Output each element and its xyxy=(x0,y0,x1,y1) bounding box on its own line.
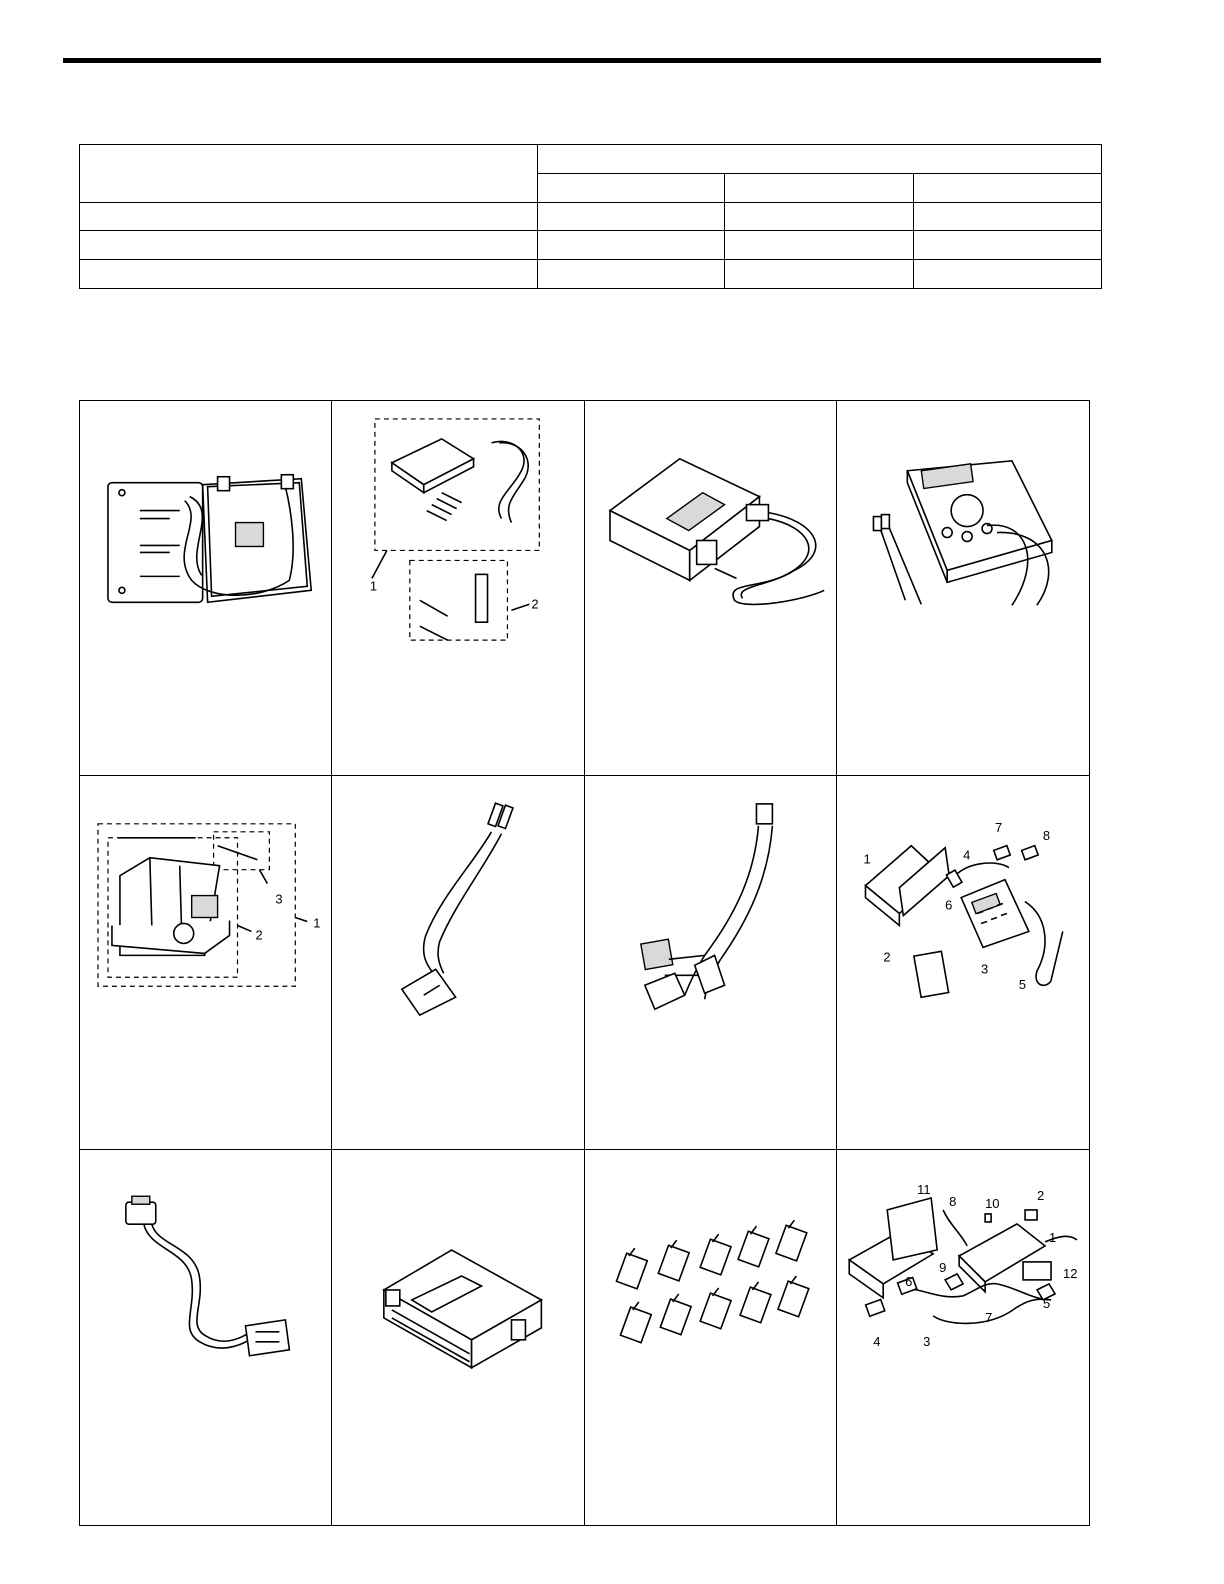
callout-label: 1 xyxy=(313,915,321,931)
callout-label: 7 xyxy=(984,1310,993,1326)
table-cell xyxy=(914,231,1102,260)
callout-label: 2 xyxy=(255,927,263,943)
tool-cell xyxy=(837,776,1089,1151)
callout-label: 4 xyxy=(962,847,971,863)
callout-label: 11 xyxy=(916,1182,931,1198)
callout-label: 4 xyxy=(872,1334,881,1350)
tool-cell xyxy=(80,401,332,776)
table-header-row xyxy=(80,145,1102,174)
callout-label: 6 xyxy=(904,1274,913,1290)
tool-cell xyxy=(332,776,584,1151)
table-cell xyxy=(80,231,538,260)
table-cell xyxy=(914,202,1102,231)
digital-multimeter-icon xyxy=(837,401,1089,775)
tool-cell xyxy=(585,1150,837,1525)
table-cell xyxy=(914,260,1102,289)
tool-cell xyxy=(585,776,837,1151)
callout-label: 9 xyxy=(938,1260,947,1276)
callout-label: 2 xyxy=(1036,1188,1045,1204)
table-row xyxy=(80,231,1102,260)
branch-harness-icon xyxy=(585,776,836,1150)
table-row xyxy=(80,260,1102,289)
table-header-cell xyxy=(538,145,1102,174)
callout-label: 10 xyxy=(984,1196,1000,1212)
tool-cell xyxy=(332,401,584,776)
tool-cell xyxy=(585,401,837,776)
module-box-icon xyxy=(332,1150,583,1525)
callout-label: 1 xyxy=(370,578,378,594)
callout-label: 7 xyxy=(994,819,1002,835)
callout-label: 3 xyxy=(922,1334,931,1350)
table-cell xyxy=(538,231,725,260)
table-header-cell xyxy=(725,173,914,202)
table-cell xyxy=(538,202,725,231)
tool-cell xyxy=(837,401,1089,776)
special-tools-grid xyxy=(79,400,1090,1526)
header-rule xyxy=(63,58,1101,63)
callout-label: 5 xyxy=(1018,976,1026,992)
spec-table xyxy=(79,144,1102,289)
table-header-cell xyxy=(914,173,1102,202)
sensor-box-icon xyxy=(80,776,331,1150)
table-header-cell xyxy=(538,173,725,202)
probe-kit-icon xyxy=(332,401,583,775)
callout-label: 6 xyxy=(944,897,953,913)
diagnostic-tool-kit-icon xyxy=(837,1150,1089,1525)
callout-label: 2 xyxy=(883,948,891,964)
callout-label: 8 xyxy=(1042,827,1050,843)
callout-label: 2 xyxy=(531,596,539,612)
callout-label: 8 xyxy=(948,1194,957,1210)
callout-label: 1 xyxy=(1048,1230,1057,1246)
table-cell xyxy=(80,202,538,231)
table-cell xyxy=(80,260,538,289)
connector-set-icon xyxy=(585,1150,836,1525)
table-cell xyxy=(725,260,914,289)
table-cell xyxy=(725,202,914,231)
tool-cell xyxy=(80,776,332,1151)
dlc-cable-icon xyxy=(80,1150,331,1525)
harness-case-icon xyxy=(585,401,836,775)
table-header-cell xyxy=(80,145,538,203)
table-row xyxy=(80,202,1102,231)
table-cell xyxy=(725,231,914,260)
lead-wire-icon xyxy=(332,776,583,1150)
scan-tool-kit-icon xyxy=(837,776,1089,1150)
callout-label: 1 xyxy=(863,851,871,867)
tester-case-icon xyxy=(80,401,331,775)
callout-label: 3 xyxy=(980,960,989,976)
callout-label: 3 xyxy=(275,891,283,907)
table-cell xyxy=(538,260,725,289)
tool-cell xyxy=(837,1150,1089,1525)
callout-label: 5 xyxy=(1042,1296,1051,1312)
tool-cell xyxy=(80,1150,332,1525)
callout-label: 12 xyxy=(1062,1266,1078,1282)
tool-cell xyxy=(332,1150,584,1525)
